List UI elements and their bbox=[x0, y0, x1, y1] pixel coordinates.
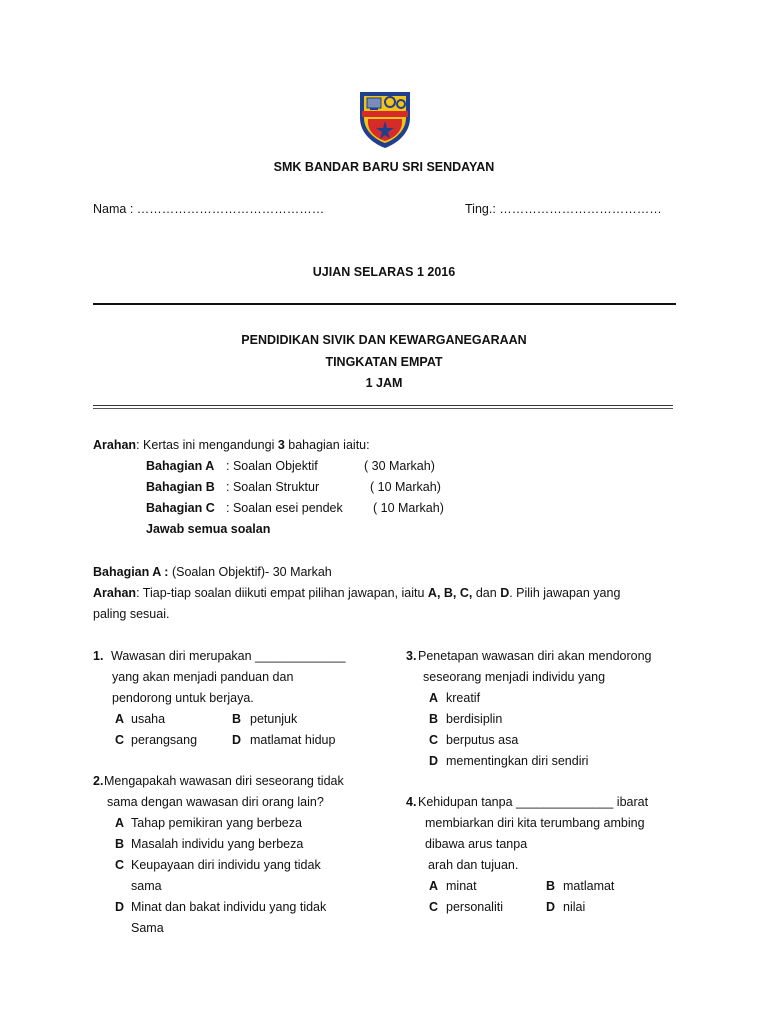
q1-option-a[interactable]: usaha bbox=[131, 712, 166, 726]
q4-stem-line-2: membiarkan diri kita terumbang ambing bbox=[425, 816, 645, 830]
q2-option-d[interactable]: Minat dan bakat individu yang tidak bbox=[131, 900, 327, 914]
section-c-desc: : Soalan esei pendek bbox=[226, 501, 343, 515]
section-count: 3 bbox=[277, 438, 285, 452]
section-a-arahan-text-2: . Pilih jawapan yang bbox=[509, 586, 621, 600]
section-c-marks: ( 10 Markah) bbox=[373, 501, 444, 515]
answer-all-note: Jawab semua soalan bbox=[146, 522, 271, 536]
section-a-name: Bahagian A bbox=[146, 459, 215, 473]
q4-option-a[interactable]: minat bbox=[446, 879, 477, 893]
tingkatan-field[interactable]: Ting.: ………………………………… bbox=[465, 202, 662, 216]
q1-option-d[interactable]: matlamat hidup bbox=[250, 733, 336, 747]
q3-option-d[interactable]: mementingkan diri sendiri bbox=[446, 754, 589, 768]
q3-stem-line-2: seseorang menjadi individu yang bbox=[423, 670, 606, 684]
q3-option-c-letter: C bbox=[429, 733, 439, 747]
letters-abc: A, B, C, bbox=[427, 586, 473, 600]
section-b-desc: : Soalan Struktur bbox=[226, 480, 320, 494]
q2-stem-line-2: sama dengan wawasan diri orang lain? bbox=[107, 795, 324, 809]
dan-text: dan bbox=[472, 586, 501, 600]
q2-stem-line-1: Mengapakah wawasan diri seseorang tidak bbox=[104, 774, 344, 788]
form-level: TINGKATAN EMPAT bbox=[325, 355, 443, 369]
divider-thick bbox=[93, 303, 676, 305]
q4-option-a-letter: A bbox=[429, 879, 439, 893]
q4-option-c-letter: C bbox=[429, 900, 439, 914]
divider-thin-2 bbox=[93, 408, 673, 409]
divider-thin bbox=[93, 405, 673, 406]
q3-option-a-letter: A bbox=[429, 691, 439, 705]
q3-stem-line-1: Penetapan wawasan diri akan mendorong bbox=[418, 649, 652, 663]
q3-option-b-letter: B bbox=[429, 712, 439, 726]
q2-option-b[interactable]: Masalah individu yang berbeza bbox=[131, 837, 304, 851]
q3-option-a[interactable]: kreatif bbox=[446, 691, 481, 705]
section-a-arahan-label: Arahan bbox=[93, 586, 137, 600]
q1-number: 1. bbox=[93, 649, 104, 663]
q3-number: 3. bbox=[406, 649, 417, 663]
section-a-marks: ( 30 Markah) bbox=[364, 459, 435, 473]
q4-number: 4. bbox=[406, 795, 417, 809]
section-a-heading-rest: (Soalan Objektif)- 30 Markah bbox=[168, 565, 332, 579]
section-a-desc: : Soalan Objektif bbox=[226, 459, 318, 473]
q1-option-a-letter: A bbox=[115, 712, 125, 726]
q3-option-b[interactable]: berdisiplin bbox=[446, 712, 503, 726]
q2-option-c-line-2: sama bbox=[131, 879, 162, 893]
q2-number: 2. bbox=[93, 774, 104, 788]
section-b-marks: ( 10 Markah) bbox=[370, 480, 441, 494]
q4-option-d[interactable]: nilai bbox=[563, 900, 586, 914]
instructions-text-pre: : Kertas ini mengandungi bbox=[136, 438, 278, 452]
exam-title: UJIAN SELARAS 1 2016 bbox=[312, 265, 456, 279]
q4-stem-line-4: arah dan tujuan. bbox=[428, 858, 519, 872]
q2-option-d-line-2: Sama bbox=[131, 921, 164, 935]
instructions-text-post: bahagian iaitu: bbox=[284, 438, 370, 452]
section-a-heading-bold: Bahagian A : bbox=[93, 565, 169, 579]
q1-stem-line-3: pendorong untuk berjaya. bbox=[112, 691, 254, 705]
q1-stem-line-1: Wawasan diri merupakan _____________ bbox=[111, 649, 346, 663]
section-a-heading bbox=[93, 564, 332, 580]
nama-field[interactable]: Nama : ……………………………………… bbox=[93, 202, 325, 216]
instructions-line bbox=[93, 437, 370, 453]
q4-stem-line-1: Kehidupan tanpa ______________ ibarat bbox=[418, 795, 649, 809]
q1-option-c[interactable]: perangsang bbox=[131, 733, 198, 747]
q4-option-c[interactable]: personaliti bbox=[446, 900, 503, 914]
q4-stem-line-3: dibawa arus tanpa bbox=[425, 837, 528, 851]
subject-name: PENDIDIKAN SIVIK DAN KEWARGANEGARAAN bbox=[241, 333, 527, 347]
q2-option-a[interactable]: Tahap pemikiran yang berbeza bbox=[131, 816, 302, 830]
q4-option-b[interactable]: matlamat bbox=[563, 879, 615, 893]
q1-option-b[interactable]: petunjuk bbox=[250, 712, 298, 726]
section-c-name: Bahagian C bbox=[146, 501, 215, 515]
q1-stem-line-2: yang akan menjadi panduan dan bbox=[112, 670, 294, 684]
q4-option-b-letter: B bbox=[546, 879, 556, 893]
q3-option-d-letter: D bbox=[429, 754, 439, 768]
letter-d: D bbox=[500, 586, 510, 600]
section-a-instructions bbox=[93, 585, 620, 601]
q4-option-d-letter: D bbox=[546, 900, 556, 914]
exam-duration: 1 JAM bbox=[365, 376, 403, 390]
q2-option-d-letter: D bbox=[115, 900, 125, 914]
q2-option-b-letter: B bbox=[115, 837, 125, 851]
q1-option-b-letter: B bbox=[232, 712, 242, 726]
q3-option-c[interactable]: berputus asa bbox=[446, 733, 519, 747]
q2-option-c-letter: C bbox=[115, 858, 125, 872]
school-name: SMK BANDAR BARU SRI SENDAYAN bbox=[273, 160, 495, 174]
q2-option-a-letter: A bbox=[115, 816, 125, 830]
section-a-arahan-text: : Tiap-tiap soalan diikuti empat pilihan jawapan, iaitu bbox=[136, 586, 428, 600]
q1-option-d-letter: D bbox=[232, 733, 242, 747]
section-a-arahan-line-3: paling sesuai. bbox=[93, 607, 170, 621]
q1-option-c-letter: C bbox=[115, 733, 125, 747]
section-b-name: Bahagian B bbox=[146, 480, 215, 494]
arahan-label: Arahan bbox=[93, 438, 137, 452]
q2-option-c[interactable]: Keupayaan diri individu yang tidak bbox=[131, 858, 321, 872]
school-crest-logo bbox=[356, 88, 414, 150]
